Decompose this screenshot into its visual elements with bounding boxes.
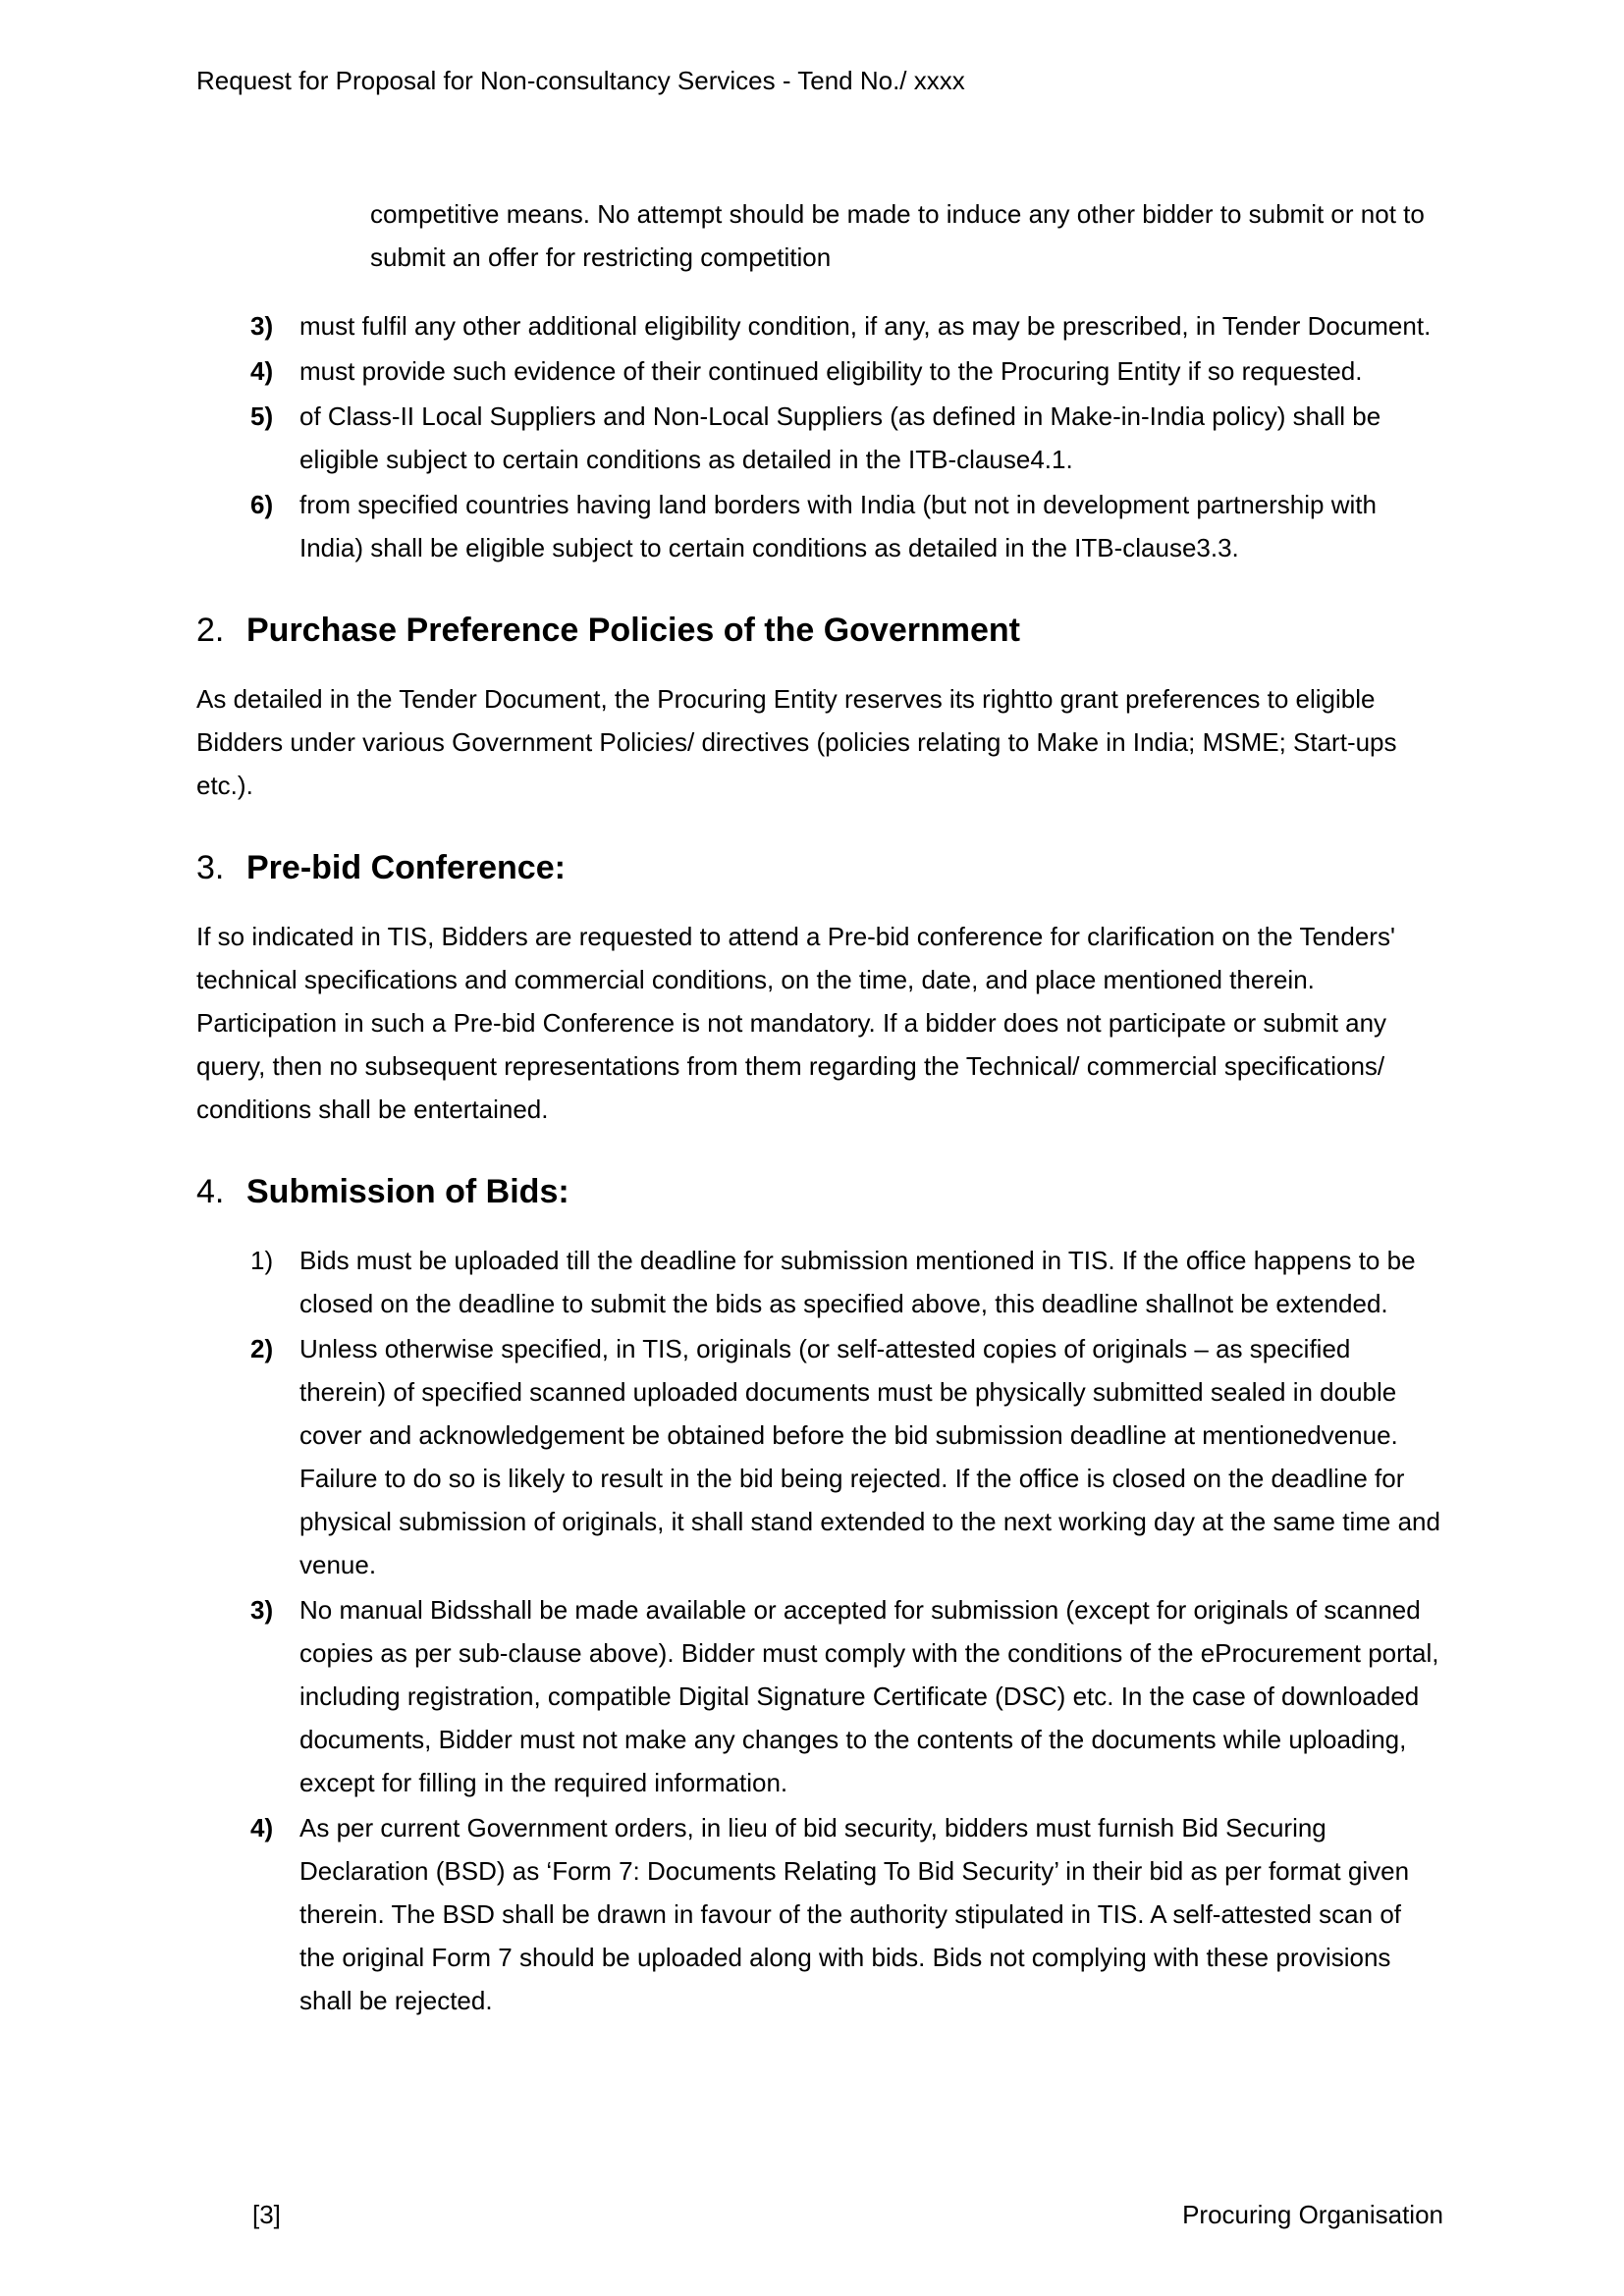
section-number: 4.	[196, 1173, 225, 1210]
list-item-number: 4)	[250, 356, 274, 386]
footer-organisation: Procuring Organisation	[1182, 2200, 1443, 2229]
section-number: 2.	[196, 612, 225, 649]
list-item-number: 2)	[250, 1334, 274, 1363]
list-item-number: 6)	[250, 490, 274, 519]
list-item-text: As per current Government orders, in lieu of bid security, bidders must furnish Bid Securing Declaration (BSD) as ‘Form 7: Documents Relating To Bid Security’ in their bid as per format given therein. The BSD shall be drawn in favour of the authority stipulated in TIS. A self-attested scan of the original Form 7 should be uploaded along with bids. Bids not complying with these provisions shall be rejected.	[299, 1813, 1410, 2015]
list-item-number: 5)	[250, 401, 274, 431]
list-item-number: 4)	[250, 1813, 274, 1842]
list-item-number: 3)	[250, 311, 274, 341]
list-item	[196, 395, 1443, 481]
section-heading-prebid-conference	[196, 844, 1443, 891]
list-item	[196, 1588, 1443, 1804]
list-item-text: must provide such evidence of their continued eligibility to the Procuring Entity if so requested.	[299, 356, 1363, 386]
purchase-preference-paragraph: As detailed in the Tender Document, the Procuring Entity reserves its rightto grant preferences to eligible Bidders under various Government Policies/ directives (policies relating to Make in India; MSME; Start-ups etc.).	[196, 684, 1397, 800]
section-title: Pre-bid Conference:	[246, 849, 566, 886]
list-item	[196, 483, 1443, 569]
section-heading-submission-of-bids	[196, 1168, 1443, 1215]
list-item-number: 1)	[250, 1246, 274, 1275]
list-item	[196, 1806, 1443, 2022]
list-item-text: Bids must be uploaded till the deadline for submission mentioned in TIS. If the office happens to be closed on the deadline to submit the bids as specified above, this deadline shallnot be extended.	[299, 1246, 1416, 1318]
prebid-conference-paragraph: If so indicated in TIS, Bidders are requested to attend a Pre-bid conference for clarification on the Tenders' technical specifications and commercial conditions, on the time, date, and place mentioned therein. Participation in such a Pre-bid Conference is not mandatory. If a bidder does not participate or submit any query, then no subsequent representations from them regarding the Technical/ commercial specifications/ conditions shall be entertained.	[196, 922, 1395, 1124]
section-heading-purchase-preference	[196, 607, 1443, 654]
list-item-text: Unless otherwise specified, in TIS, originals (or self-attested copies of originals – as specified therein) of specified scanned uploaded documents must be physically submitted sealed in double cover and acknowledgement be obtained before the bid submission deadline at mentionedvenue. Failure to do so is likely to result in the bid being rejected. If the office is closed on the deadline for physical submission of originals, it shall stand extended to the next working day at the same time and venue.	[299, 1334, 1440, 1579]
list-item	[196, 349, 1443, 393]
list-item-text: must fulfil any other additional eligibility condition, if any, as may be prescribed, in Tender Document.	[299, 311, 1432, 341]
list-item-text: No manual Bidsshall be made available or accepted for submission (except for originals of scanned copies as per sub-clause above). Bidder must comply with the conditions of the eProcurement portal, including registration, compatible Digital Signature Certificate (DSC) etc. In the case of downloaded documents, Bidder must not make any changes to the contents of the documents while uploading, except for filling in the required information.	[299, 1595, 1439, 1797]
list-item	[196, 1327, 1443, 1586]
list-item	[196, 304, 1443, 347]
page-header-title: Request for Proposal for Non-consultancy Services - Tend No./ xxxx	[196, 66, 965, 95]
submission-of-bids-list	[196, 1239, 1443, 2022]
page-content	[196, 63, 1443, 2022]
eligibility-conditions-list	[196, 304, 1443, 569]
page-footer	[252, 2197, 1443, 2232]
section-number: 3.	[196, 849, 225, 886]
section-title: Purchase Preference Policies of the Government	[246, 612, 1020, 649]
list-item-text: of Class-II Local Suppliers and Non-Local Suppliers (as defined in Make-in-India policy) shall be eligible subject to certain conditions as detailed in the ITB-clause4.1.	[299, 401, 1381, 474]
continuation-paragraph: competitive means. No attempt should be made to induce any other bidder to submit or not to submit an offer for restricting competition	[370, 199, 1425, 272]
list-item	[196, 1239, 1443, 1325]
list-item-text: from specified countries having land borders with India (but not in development partnership with India) shall be eligible subject to certain conditions as detailed in the ITB-clause3.3.	[299, 490, 1377, 562]
section-title: Submission of Bids:	[246, 1173, 569, 1210]
page-number: [3]	[252, 2200, 281, 2229]
list-item-number: 3)	[250, 1595, 274, 1625]
